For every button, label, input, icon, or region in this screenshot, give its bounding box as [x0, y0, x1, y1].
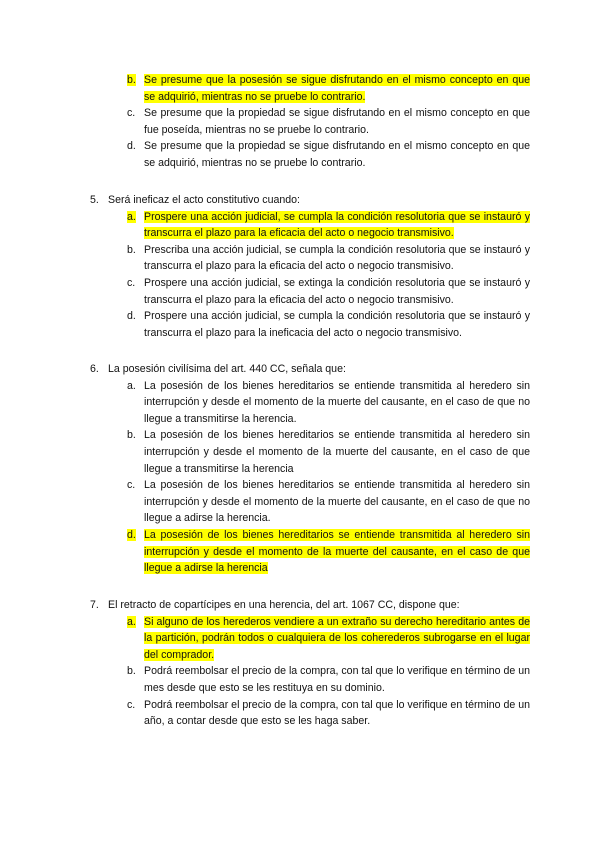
- answer-letter: c.: [127, 698, 136, 711]
- answer-text: La posesión de los bienes hereditarios se entiende transmitida al heredero sin interrupción y desde el momento de la muerte del causante, en el caso de que llegue a adirse la herencia: [144, 528, 530, 575]
- answer-c: [127, 275, 530, 308]
- answer-b: [127, 242, 530, 275]
- answer-text: La posesión de los bienes hereditarios se entiende transmitida al heredero sin interrupción y desde el momento de la muerte del causante, en el caso de que llegue a transmitirse la herencia: [144, 429, 530, 475]
- question-number: 5.: [90, 194, 99, 206]
- answer-text: Se presume que la propiedad se sigue disfrutando en el mismo concepto en que se adquirió, mientras no se pruebe lo contrario.: [144, 140, 530, 169]
- answer-a: [127, 614, 530, 664]
- answer-c: [127, 697, 530, 730]
- answer-text: La posesión de los bienes hereditarios se entiende transmitida al heredero sin interrupción y desde el momento de la muerte del causante, en el caso de que no llegue a transmitirse la herencia.: [144, 379, 530, 425]
- answer-a: [127, 209, 530, 242]
- question-heading: [90, 192, 530, 209]
- fragment-block: [90, 72, 530, 172]
- answer-text: Prospere una acción judicial, se extinga la condición resolutoria que se instauró y transcurra el plazo para la eficacia del acto o negocio transmisivo.: [144, 276, 530, 306]
- answer-letter: d.: [127, 528, 136, 541]
- answer-letter: a.: [127, 379, 136, 392]
- answer-d: [127, 308, 530, 341]
- question-number: 6.: [90, 363, 99, 375]
- question-heading: [90, 597, 530, 614]
- answer-letter: a.: [127, 210, 136, 223]
- answer-letter: c.: [127, 479, 136, 492]
- answer-letter: b.: [127, 243, 136, 256]
- answer-text: Podrá reembolsar el precio de la compra, con tal que lo verifique en término de un mes desde que esto se les restituya en su dominio.: [144, 665, 530, 694]
- answer-b: [127, 427, 530, 477]
- answer-text: Se presume que la propiedad se sigue disfrutando en el mismo concepto en que fue poseída, mientras no se pruebe lo contrario.: [144, 107, 530, 136]
- answer-d: [127, 527, 530, 577]
- answer-letter: a.: [127, 615, 136, 628]
- answer-letter: c.: [127, 276, 136, 289]
- answer-a: [127, 378, 530, 428]
- answer-text: Podrá reembolsar el precio de la compra, con tal que lo verifique en término de un año, a contar desde que esto se les haga saber.: [144, 698, 530, 728]
- answer-text: Si alguno de los herederos vendiere a un extraño su derecho hereditario antes de la partición, podrán todos o cualquiera de los coherederos subrogarse en el lugar del comprador.: [144, 615, 530, 661]
- answer-text: Prospere una acción judicial, se cumpla la condición resolutoria que se instauró y transcurra el plazo para la ineficacia del acto o negocio transmisivo.: [144, 310, 530, 339]
- answer-letter: d.: [127, 140, 136, 153]
- question-7: [90, 597, 530, 730]
- fragment-answer-d: [127, 138, 530, 171]
- answer-letter: b.: [127, 74, 136, 86]
- answer-text: La posesión de los bienes hereditarios se entiende transmitida al heredero sin interrupción y desde el momento de la muerte del causante, en el caso de que no llegue a adirse la herencia.: [144, 479, 530, 525]
- question-6: [90, 361, 530, 577]
- question-text: La posesión civilísima del art. 440 CC, señala que:: [108, 363, 346, 375]
- question-text: Será ineficaz el acto constitutivo cuando:: [108, 194, 300, 206]
- answer-letter: b.: [127, 429, 136, 442]
- answer-text: Se presume que la posesión se sigue disfrutando en el mismo concepto en que se adquirió, mientras no se pruebe lo contrario.: [144, 74, 530, 103]
- answer-b: [127, 663, 530, 696]
- question-heading: [90, 361, 530, 378]
- question-number: 7.: [90, 599, 99, 611]
- fragment-answer-c: [127, 105, 530, 138]
- answer-text: Prospere una acción judicial, se cumpla la condición resolutoria que se instauró y transcurra el plazo para la eficacia del acto o negocio transmisivo.: [144, 210, 530, 240]
- question-5: [90, 192, 530, 341]
- answer-letter: b.: [127, 665, 136, 678]
- answer-c: [127, 477, 530, 527]
- answer-letter: c.: [127, 107, 136, 120]
- answer-letter: d.: [127, 310, 136, 323]
- fragment-answer-b: [127, 72, 530, 105]
- question-text: El retracto de copartícipes en una herencia, del art. 1067 CC, dispone que:: [108, 599, 460, 611]
- answer-text: Prescriba una acción judicial, se cumpla la condición resolutoria que se instauró y transcurra el plazo para la eficacia del acto o negocio transmisivo.: [144, 243, 530, 273]
